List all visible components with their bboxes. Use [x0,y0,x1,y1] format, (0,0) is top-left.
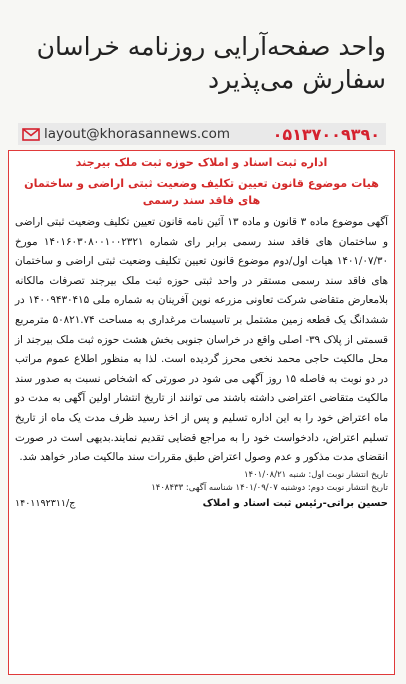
ad-title-line2: سفارش می‌پذیرد [208,65,386,94]
signer-name: حسین براتی-رئیس ثبت اسناد و املاک [202,497,388,509]
contact-phone[interactable]: ۰۵۱۳۷۰۰۹۳۹۰ [272,124,380,144]
notice-org: اداره ثبت اسناد و املاک حوزه ثبت ملک بیرجند [75,156,328,169]
envelope-icon [22,128,40,141]
notice-code: ج/۱۴۰۱۱۹۲۳۱۱ [15,497,76,509]
notice-pub-second: تاریخ انتشار نوبت دوم: دوشنبه ۱۴۰۱/۰۹/۰۷ شناسه آگهی: ۱۴۰۸۴۳۳ [151,482,388,493]
notice-pub-first: تاریخ انتشار نوبت اول: شنبه ۱۴۰۱/۰۸/۲۱ [243,469,388,480]
ad-header [18,30,386,96]
contact-email[interactable]: layout@khorasannews.com [44,126,231,142]
notice-board: هیات موضوع قانون تعیین تکلیف وضعیت ثبتی اراضی و ساختمان های فاقد سند رسمی [24,177,379,207]
notice-body: آگهی موضوع ماده ۳ قانون و ماده ۱۳ آئین نامه قانون تعیین تکلیف وضعیت ثبتی اراضی و ساختمان های فاقد سند رسمی برابر رای شماره ۱۴۰۱۶۰۳۰۸۰۰۱۰۰۲۳۲۱ مورخ ۱۴۰۱/۰۷/۳۰ هیات اول/دوم موضوع قانون تعیین تکلیف وضعیت ثبتی اراضی و ساختمان های فاقد سند رسمی مستقر در واحد ثبتی حوزه ثبت ملک بیرجند تصرفات مالکانه بلامعارض متقاضی شرکت تعاونی مزرعه نوین آفرینان به شماره ملی ۱۴۰۰۹۴۳۰۴۱۵ در ششدانگ یک قطعه زمین مشتمل بر تاسیسات مرغداری به مساحت ۵۰۸۲۱.۷۴ مترمربع قسمتی از پلاک ۳۹- اصلی واقع در خراسان جنوبی بخش هشت حوزه ثبت ملک بیرجند از محل مالکیت حاجی محمد نخعی محرز گردیده است. لذا به منظور اطلاع عموم مراتب در دو نوبت به فاصله ۱۵ روز آگهی می شود در صورتی که اشخاص نسبت به صدور سند مالکیت متقاضی اعتراضی داشته باشند می توانند از تاریخ انتشار اولین آگهی به مدت دو ماه اعتراض خود را به این اداره تسلیم و پس از اخذ رسید ظرف مدت یک ماه از تاریخ تسلیم اعتراض، دادخواست خود را به مراجع قضایی تقدیم نمایند.بدیهی است در صورت انقضای مدت مذکور و عدم وصول اعتراض طبق مقررات سند مالکیت صادر خواهد شد. [15,216,388,464]
notice-signature [15,496,388,511]
contact-bar [18,123,386,145]
legal-notice [8,150,395,675]
ad-title-line1: واحد صفحه‌آرایی روزنامه خراسان [36,32,386,61]
